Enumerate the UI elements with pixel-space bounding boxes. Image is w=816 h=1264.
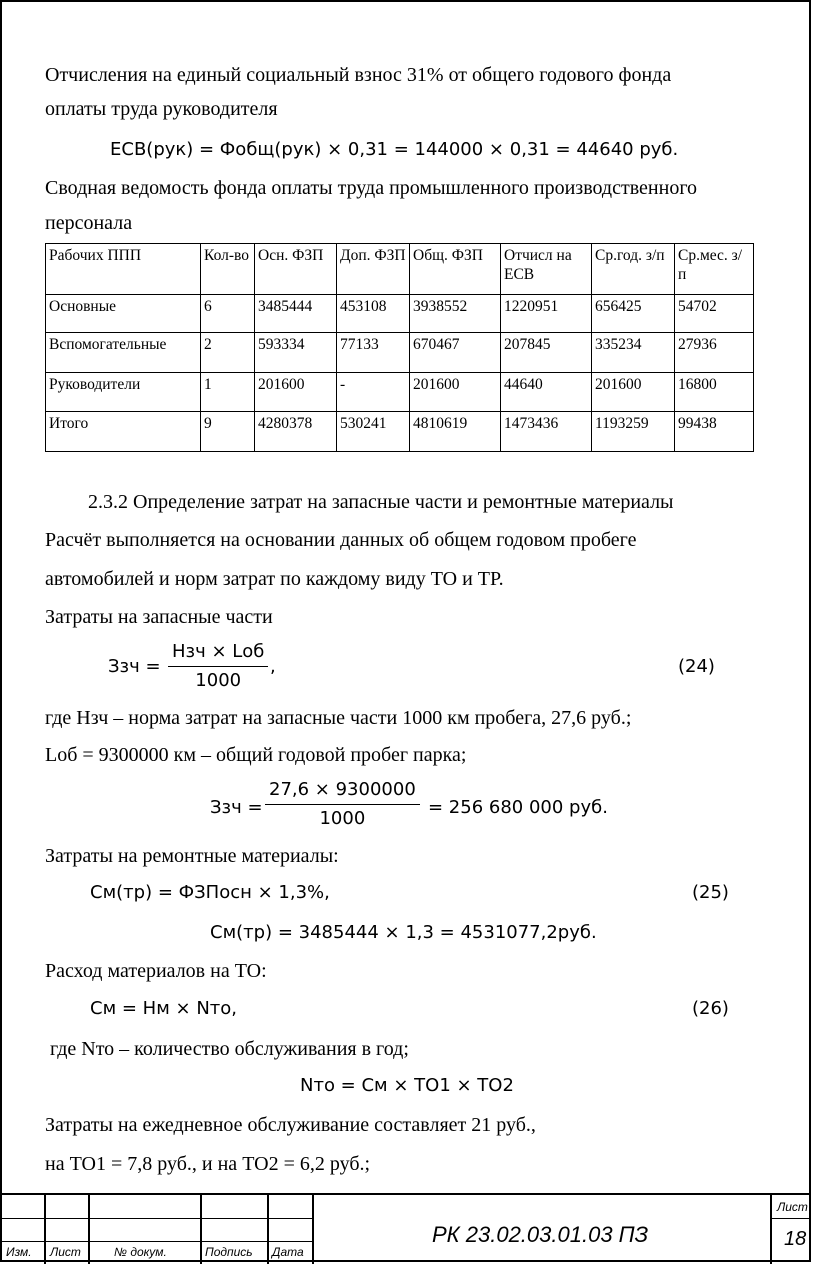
table-cell: 1220951: [501, 295, 592, 333]
equation-number-26: (26): [692, 998, 729, 1019]
table-cell: 1: [201, 373, 255, 412]
stamp-rule: [770, 1218, 811, 1219]
table-row: [46, 295, 754, 333]
table-cell: 2: [201, 333, 255, 373]
formula-24b-lhs: Ззч =: [210, 797, 263, 818]
table-cell: 54702: [675, 295, 754, 333]
paragraph: Затраты на запасные части: [45, 606, 273, 628]
stamp-signature-label: Подпись: [205, 1245, 253, 1259]
table-cell: 201600: [592, 373, 675, 412]
table-header-cell: Доп. ФЗП: [337, 244, 410, 295]
stamp-divider: [267, 1195, 269, 1264]
stamp-rule: [0, 1218, 313, 1219]
stamp-divider: [88, 1195, 90, 1264]
table-cell: 9: [201, 412, 255, 452]
formula-25: См(тр) = ФЗПосн × 1,3%,: [90, 882, 330, 903]
table-header-row: [46, 244, 754, 295]
stamp-divider: [200, 1195, 202, 1264]
formula-numerator: 27,6 × 9300000: [265, 779, 420, 805]
formula-25b: См(тр) = 3485444 × 1,3 = 4531077,2руб.: [210, 922, 597, 943]
paragraph: персонала: [45, 212, 133, 234]
stamp-ndoc-label: № докум.: [114, 1245, 167, 1259]
table-cell: 4810619: [410, 412, 501, 452]
section-heading: 2.3.2 Определение затрат на запасные части и ремонтные материалы: [88, 491, 674, 513]
stamp-izm-label: Изм.: [6, 1245, 32, 1259]
table-cell: Руководители: [46, 373, 201, 412]
formula-denominator: 1000: [195, 670, 242, 691]
formula-26b: Nто = См × ТО1 × ТО2: [300, 1075, 514, 1096]
table-header-cell: Ср.мес. з/п: [675, 244, 754, 295]
table-row: [46, 333, 754, 373]
table-cell: 3938552: [410, 295, 501, 333]
formula-24-lhs: Ззч =: [108, 656, 161, 677]
stamp-rule: [0, 1241, 313, 1242]
table-cell: 4280378: [255, 412, 337, 452]
table-cell: 1193259: [592, 412, 675, 452]
stamp-list-label: Лист: [50, 1245, 81, 1259]
table-header-cell: Ср.год. з/п: [592, 244, 675, 295]
stamp-date-label: Дата: [272, 1245, 304, 1259]
table-cell: 593334: [255, 333, 337, 373]
table-cell: 27936: [675, 333, 754, 373]
formula-esv: ЕСВ(рук) = Фобщ(рук) × 0,31 = 144000 × 0,31 = 44640 руб.: [110, 139, 679, 160]
table-cell: 44640: [501, 373, 592, 412]
stamp-divider: [312, 1195, 314, 1264]
table-cell: Вспомогательные: [46, 333, 201, 373]
paragraph: Расчёт выполняется на основании данных об общем годовом пробеге: [45, 529, 637, 551]
table-cell: 1473436: [501, 412, 592, 452]
equation-number-24: (24): [678, 656, 715, 677]
formula-24b-fraction: [265, 779, 420, 830]
paragraph: автомобилей и норм затрат по каждому виду ТО и ТР.: [45, 568, 504, 590]
table-cell: 99438: [675, 412, 754, 452]
table-cell: 530241: [337, 412, 410, 452]
table-cell: 77133: [337, 333, 410, 373]
stamp-divider: [44, 1195, 46, 1264]
paragraph: Сводная ведомость фонда оплаты труда промышленного производственного: [45, 177, 698, 199]
paragraph: где Nто – количество обслуживания в год;: [50, 1038, 409, 1060]
table-row-total: [46, 412, 754, 452]
table-cell: 670467: [410, 333, 501, 373]
title-block: [0, 1193, 811, 1264]
stamp-sheet-label: Лист: [777, 1200, 808, 1214]
table-header-cell: Рабочих ППП: [46, 244, 201, 295]
page-number: 18: [784, 1228, 807, 1250]
table-cell: 335234: [592, 333, 675, 373]
payroll-table: [45, 243, 754, 452]
paragraph: Затраты на ежедневное обслуживание составляет 21 руб.,: [45, 1114, 536, 1136]
table-header-cell: Отчисл на ЕСВ: [501, 244, 592, 295]
table-header-cell: Кол-во: [201, 244, 255, 295]
formula-denominator: 1000: [319, 808, 366, 829]
paragraph: Lоб = 9300000 км – общий годовой пробег парка;: [45, 744, 467, 766]
table-row: [46, 373, 754, 412]
paragraph: где Нзч – норма затрат на запасные части 1000 км пробега, 27,6 руб.;: [45, 707, 632, 729]
table-cell: 201600: [410, 373, 501, 412]
formula-numerator: Нзч × Lоб: [168, 641, 268, 667]
formula-comma: ,: [270, 656, 276, 677]
table-cell: 6: [201, 295, 255, 333]
table-cell: 453108: [337, 295, 410, 333]
paragraph: оплаты труда руководителя: [45, 98, 278, 120]
table-cell: Основные: [46, 295, 201, 333]
stamp-divider: [770, 1195, 772, 1264]
document-code: РК 23.02.03.01.03 ПЗ: [432, 1222, 649, 1247]
table-cell: 656425: [592, 295, 675, 333]
formula-24b-rhs: = 256 680 000 руб.: [428, 797, 608, 818]
table-header-cell: Осн. ФЗП: [255, 244, 337, 295]
table-cell: 207845: [501, 333, 592, 373]
equation-number-25: (25): [692, 882, 729, 903]
table-cell: 16800: [675, 373, 754, 412]
table-header-cell: Общ. ФЗП: [410, 244, 501, 295]
table-cell: -: [337, 373, 410, 412]
table-cell: Итого: [46, 412, 201, 452]
formula-24-fraction: [168, 641, 268, 692]
formula-26: См = Нм × Nто,: [90, 998, 237, 1019]
paragraph: на ТО1 = 7,8 руб., и на ТО2 = 6,2 руб.;: [45, 1153, 371, 1175]
table-cell: 3485444: [255, 295, 337, 333]
table-cell: 201600: [255, 373, 337, 412]
paragraph: Расход материалов на ТО:: [45, 960, 267, 982]
paragraph: Затраты на ремонтные материалы:: [45, 845, 339, 867]
paragraph: Отчисления на единый социальный взнос 31% от общего годового фонда: [45, 64, 672, 86]
